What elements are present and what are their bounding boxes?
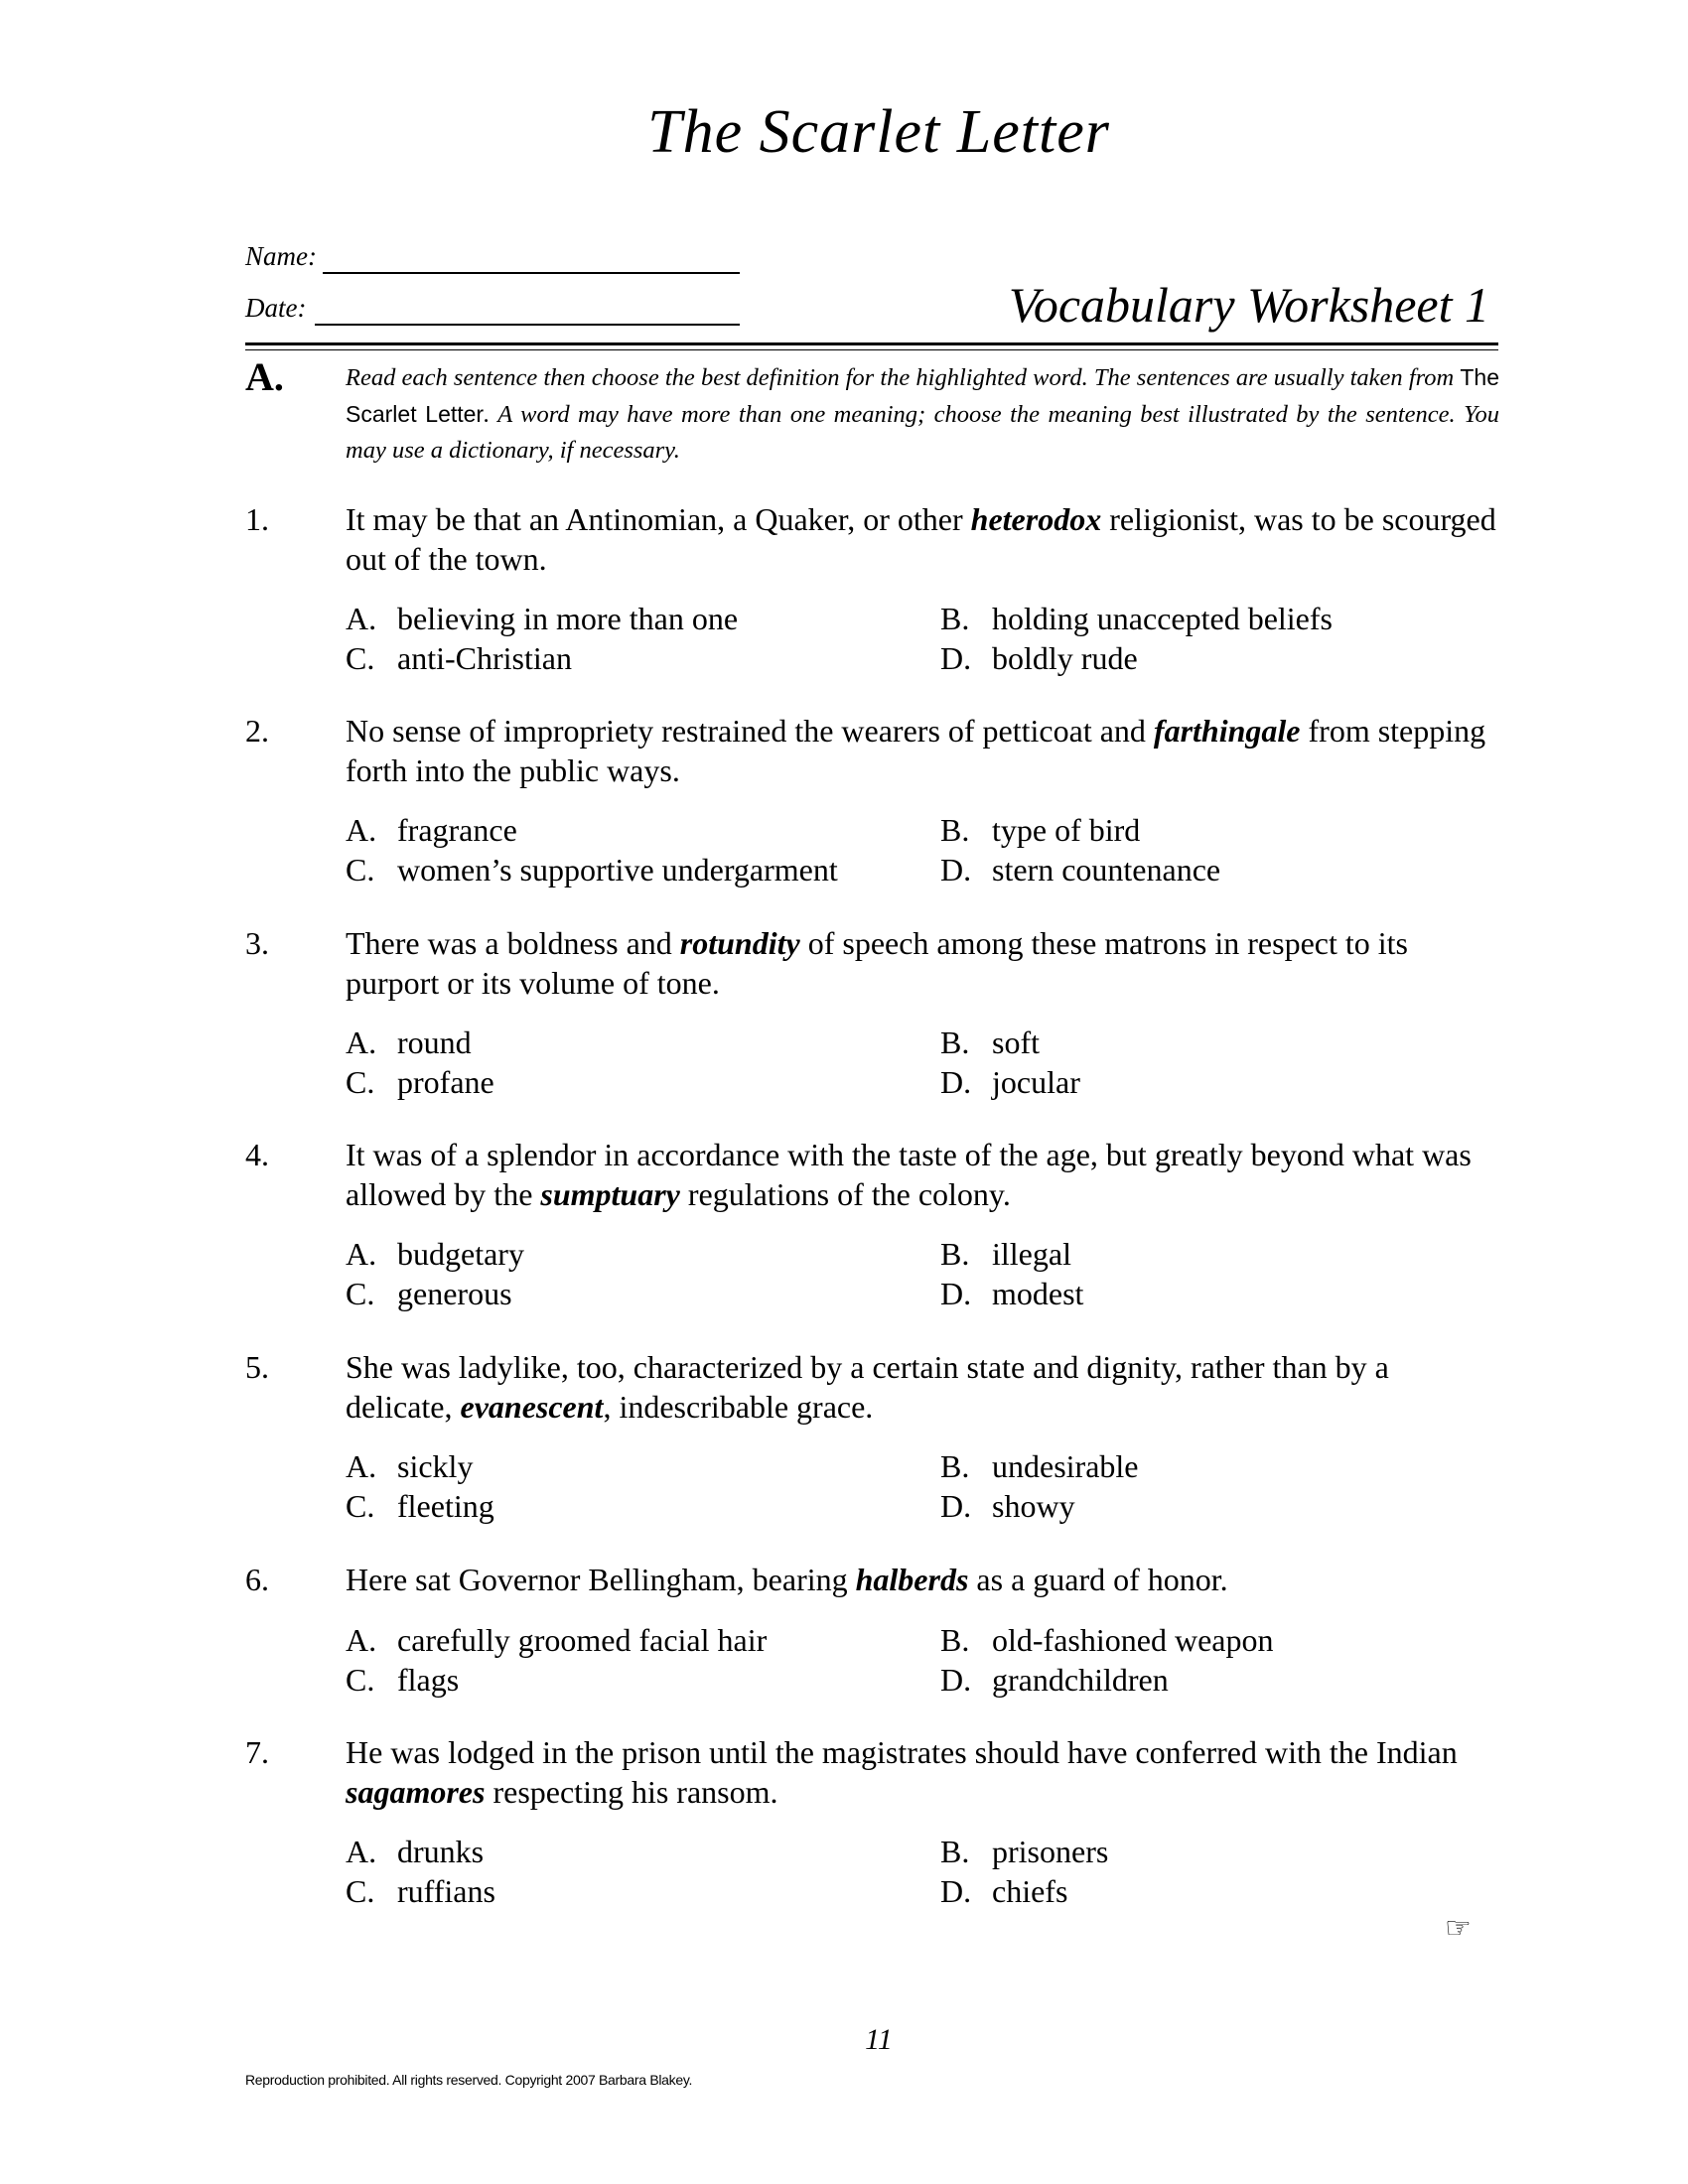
answer-option-c[interactable] [346, 1871, 495, 1911]
option-text: sickly [397, 1448, 474, 1484]
answer-option-b[interactable] [940, 810, 1140, 850]
option-letter: B. [940, 1834, 970, 1869]
sentence-before: It was of a splendor in accordance with the taste of the age, but greatly beyond what was allowed by the [346, 1137, 1472, 1212]
question-sentence [346, 1560, 1498, 1599]
answer-option-b[interactable] [940, 1234, 1071, 1274]
answer-option-a[interactable] [346, 1234, 524, 1274]
answer-option-a[interactable] [346, 599, 738, 638]
section-letter: A. [245, 354, 284, 399]
option-text: soft [992, 1024, 1040, 1060]
option-letter: B. [940, 601, 970, 636]
answer-option-d[interactable] [940, 850, 1220, 889]
answer-option-a[interactable] [346, 1832, 484, 1871]
answer-option-d[interactable] [940, 638, 1138, 678]
answer-option-a[interactable] [346, 810, 517, 850]
option-text: fleeting [397, 1488, 494, 1524]
answer-option-c[interactable] [346, 1274, 512, 1313]
instructions-part-2: . A word may have more than one meaning; choose the meaning best illustrated by the sentence. You may use a dictionary, if necessary. [346, 401, 1499, 464]
name-blank-line [323, 236, 740, 274]
option-text: stern countenance [992, 852, 1221, 887]
answer-option-c[interactable] [346, 1486, 494, 1526]
option-letter: D. [940, 852, 972, 887]
answer-option-d[interactable] [940, 1274, 1083, 1313]
option-text: carefully groomed facial hair [397, 1622, 768, 1658]
answer-option-a[interactable] [346, 1620, 767, 1660]
option-text: flags [397, 1662, 460, 1698]
option-text: holding unaccepted beliefs [992, 601, 1333, 636]
option-text: showy [992, 1488, 1075, 1524]
question-number: 7. [245, 1734, 269, 1770]
option-text: profane [397, 1064, 494, 1100]
option-text: anti-Christian [397, 640, 572, 676]
instructions-book-title: The Scarlet Letter [346, 364, 1499, 427]
option-letter: C. [346, 1488, 375, 1524]
page-number: 11 [865, 2023, 893, 2056]
option-letter: B. [940, 1448, 970, 1484]
answer-option-b[interactable] [940, 1446, 1139, 1486]
header-divider-thin [245, 349, 1498, 350]
option-letter: D. [940, 1873, 972, 1909]
copyright-notice: Reproduction prohibited. All rights reserved. Copyright 2007 Barbara Blakey. [245, 2072, 693, 2088]
option-letter: A. [346, 1622, 377, 1658]
answer-option-c[interactable] [346, 850, 838, 889]
answer-option-c[interactable] [346, 1062, 494, 1102]
option-text: grandchildren [992, 1662, 1169, 1698]
option-letter: D. [940, 1662, 972, 1698]
option-text: believing in more than one [397, 601, 739, 636]
option-text: prisoners [992, 1834, 1109, 1869]
sentence-after: , indescribable grace. [603, 1389, 874, 1425]
question-number: 1. [245, 501, 269, 537]
question-sentence [346, 499, 1498, 579]
sentence-before: Here sat Governor Bellingham, bearing [346, 1562, 856, 1597]
option-text: type of bird [992, 812, 1141, 848]
instructions [346, 359, 1499, 469]
option-letter: D. [940, 1276, 972, 1311]
answer-option-c[interactable] [346, 1660, 459, 1700]
option-text: drunks [397, 1834, 485, 1869]
option-text: generous [397, 1276, 512, 1311]
answer-option-c[interactable] [346, 638, 572, 678]
option-text: round [397, 1024, 472, 1060]
option-letter: C. [346, 1276, 375, 1311]
sentence-after: respecting his ransom. [485, 1774, 778, 1810]
option-text: old-fashioned weapon [992, 1622, 1274, 1658]
answer-option-b[interactable] [940, 1832, 1108, 1871]
option-letter: A. [346, 1834, 377, 1869]
question-number: 6. [245, 1562, 269, 1597]
option-letter: C. [346, 852, 375, 887]
page-title: The Scarlet Letter [647, 98, 1110, 166]
option-letter: B. [940, 1236, 970, 1272]
answer-option-d[interactable] [940, 1871, 1067, 1911]
option-text: chiefs [992, 1873, 1068, 1909]
vocabulary-word: halberds [855, 1562, 969, 1597]
answer-option-b[interactable] [940, 1023, 1040, 1062]
option-letter: D. [940, 1488, 972, 1524]
option-text: jocular [992, 1064, 1080, 1100]
sentence-before: It may be that an Antinomian, a Quaker, or other [346, 501, 971, 537]
option-letter: B. [940, 1024, 970, 1060]
date-label: Date: [245, 293, 307, 323]
option-text: budgetary [397, 1236, 524, 1272]
pointing-hand-icon: ☞ [1445, 1912, 1472, 1945]
sentence-after: religionist, was to be scourged out of the town. [346, 501, 1496, 577]
question-number: 4. [245, 1137, 269, 1172]
question-number: 2. [245, 713, 269, 749]
sentence-after: of speech among these matrons in respect to its purport or its volume of tone. [346, 925, 1408, 1001]
option-letter: A. [346, 1024, 377, 1060]
option-text: boldly rude [992, 640, 1138, 676]
sentence-after: from stepping forth into the public ways. [346, 713, 1486, 788]
vocabulary-word: sumptuary [540, 1176, 680, 1212]
option-letter: B. [940, 812, 970, 848]
header-divider [245, 342, 1498, 345]
option-letter: C. [346, 1873, 375, 1909]
question-sentence [346, 923, 1498, 1003]
sentence-before: There was a boldness and [346, 925, 680, 961]
option-letter: D. [940, 640, 972, 676]
sentence-after: as a guard of honor. [968, 1562, 1228, 1597]
vocabulary-word: farthingale [1153, 713, 1301, 749]
option-letter: D. [940, 1064, 972, 1100]
question-sentence [346, 711, 1498, 790]
answer-option-b[interactable] [940, 1620, 1273, 1660]
sentence-after: regulations of the colony. [679, 1176, 1011, 1212]
answer-option-a[interactable] [346, 1023, 472, 1062]
option-text: fragrance [397, 812, 517, 848]
instructions-part-1: Read each sentence then choose the best definition for the highlighted word. The sentences are usually taken from [346, 364, 1461, 391]
question-sentence [346, 1732, 1498, 1812]
sentence-before: She was ladylike, too, characterized by a certain state and dignity, rather than by a delicate, [346, 1349, 1389, 1425]
answer-option-d[interactable] [940, 1486, 1075, 1526]
sentence-before: No sense of impropriety restrained the wearers of petticoat and [346, 713, 1154, 749]
answer-option-a[interactable] [346, 1446, 473, 1486]
option-text: modest [992, 1276, 1084, 1311]
question-sentence [346, 1135, 1498, 1214]
vocabulary-word: evanescent [460, 1389, 604, 1425]
option-letter: A. [346, 1448, 377, 1484]
answer-option-b[interactable] [940, 599, 1333, 638]
name-label: Name: [245, 241, 317, 271]
option-letter: A. [346, 1236, 377, 1272]
answer-option-d[interactable] [940, 1062, 1080, 1102]
sentence-before: He was lodged in the prison until the magistrates should have conferred with the Indian [346, 1734, 1458, 1770]
option-letter: A. [346, 812, 377, 848]
option-text: illegal [992, 1236, 1071, 1272]
vocabulary-word: sagamores [346, 1774, 486, 1810]
date-blank-line [315, 288, 740, 326]
question-sentence [346, 1347, 1498, 1427]
option-text: undesirable [992, 1448, 1139, 1484]
option-text: ruffians [397, 1873, 495, 1909]
option-letter: C. [346, 1064, 375, 1100]
worksheet-title: Vocabulary Worksheet 1 [1008, 277, 1489, 333]
question-number: 5. [245, 1349, 269, 1385]
answer-option-d[interactable] [940, 1660, 1169, 1700]
vocabulary-word: rotundity [679, 925, 800, 961]
option-letter: C. [346, 640, 375, 676]
vocabulary-word: heterodox [970, 501, 1102, 537]
option-letter: B. [940, 1622, 970, 1658]
question-number: 3. [245, 925, 269, 961]
option-letter: C. [346, 1662, 375, 1698]
option-letter: A. [346, 601, 377, 636]
option-text: women’s supportive undergarment [397, 852, 838, 887]
